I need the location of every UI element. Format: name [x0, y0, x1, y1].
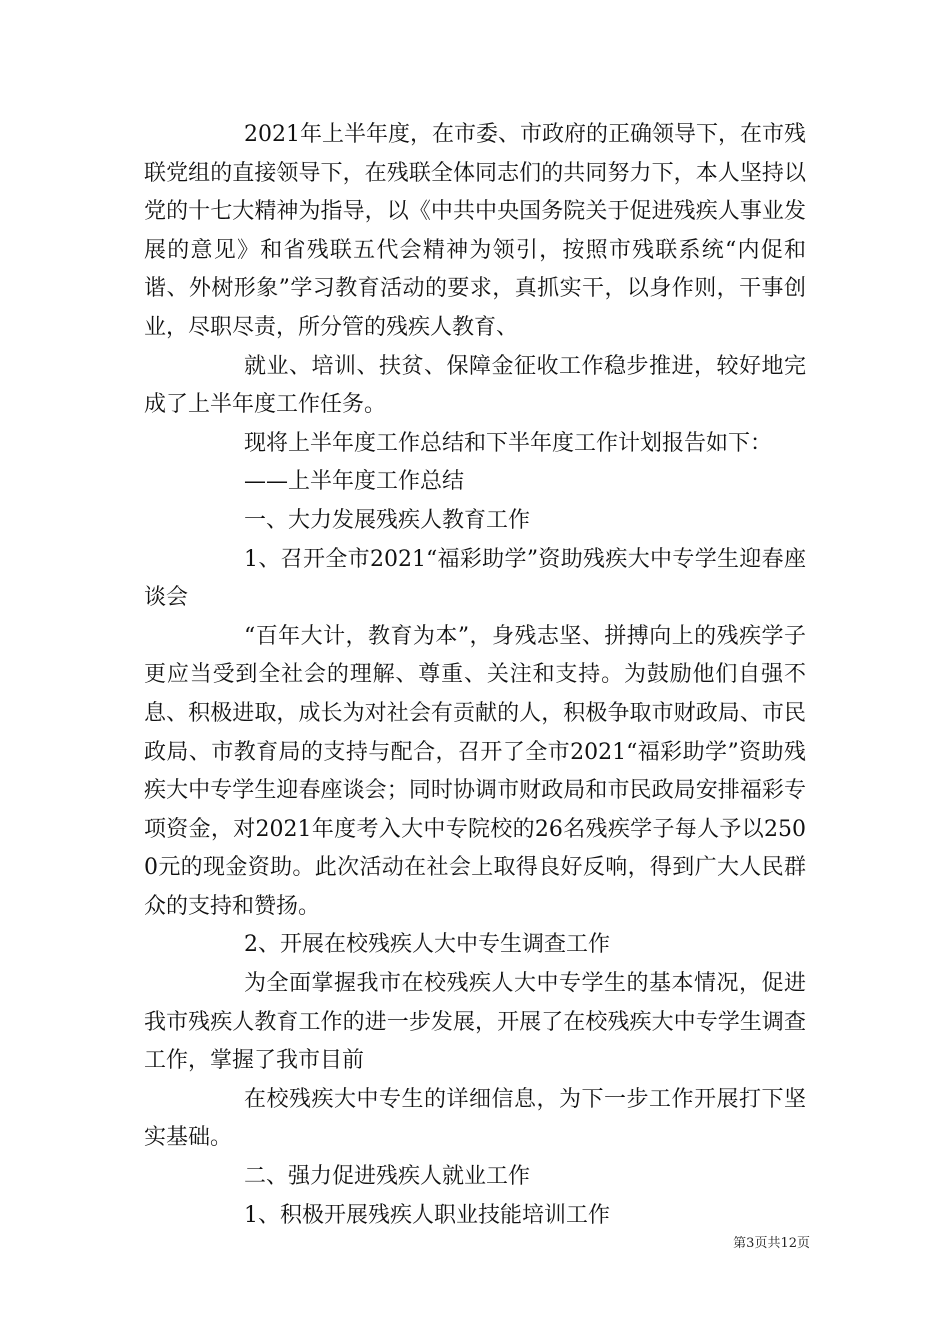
paragraph-intro-continued: 就业、培训、扶贫、保障金征收工作稳步推进，较好地完成了上半年度工作任务。	[144, 353, 806, 418]
page-number-footer: 第3页共12页	[733, 1236, 810, 1251]
paragraph-survey-continued: 在校残疾大中专生的详细信息，为下一步工作开展打下坚实基础。	[144, 1086, 806, 1151]
paragraph-survey-detail: 为全面掌握我市在校残疾人大中专学生的基本情况，促进我市残疾人教育工作的进一步发展，开展了在校残疾大中专学生调查工作，掌握了我市目前	[144, 971, 806, 1074]
document-body	[144, 116, 806, 1235]
subheading-survey: 2、开展在校残疾人大中专生调查工作	[244, 932, 610, 958]
section-heading-education: 一、大力发展残疾人教育工作	[244, 507, 531, 533]
section-heading-employment: 二、强力促进残疾人就业工作	[244, 1164, 531, 1190]
subheading-symposium: 1、召开全市2021“福彩助学”资助残疾大中专学生迎春座谈会	[144, 546, 806, 611]
paragraph-report-lead: 现将上半年度工作总结和下半年度工作计划报告如下：	[244, 430, 773, 456]
subheading-training: 1、积极开展残疾人职业技能培训工作	[244, 1202, 610, 1228]
paragraph-symposium-detail: “百年大计，教育为本”，身残志坚、拼搏向上的残疾学子更应当受到全社会的理解、尊重、关注和支持。为鼓励他们自强不息、积极进取，成长为对社会有贡献的人，积极争取市财政局、市民政局、市教育局的支持与配合，召开了全市2021“福彩助学”资助残疾大中专学生迎春座谈会；同时协调市财政局和市民政局安排福彩专项资金，对2021年度考入大中专院校的26名残疾学子每人予以2500元的现金资助。此次活动在社会上取得良好反响，得到广大人民群众的支持和赞扬。	[144, 623, 806, 919]
section-heading-summary: ——上半年度工作总结	[244, 469, 465, 495]
paragraph-intro: 2021年上半年度，在市委、市政府的正确领导下，在市残联党组的直接领导下，在残联全体同志们的共同努力下，本人坚持以党的十七大精神为指导，以《中共中央国务院关于促进残疾人事业发展的意见》和省残联五代会精神为领引，按照市残联系统“内促和谐、外树形象”学习教育活动的要求，真抓实干，以身作则，干事创业，尽职尽责，所分管的残疾人教育、	[144, 122, 806, 340]
